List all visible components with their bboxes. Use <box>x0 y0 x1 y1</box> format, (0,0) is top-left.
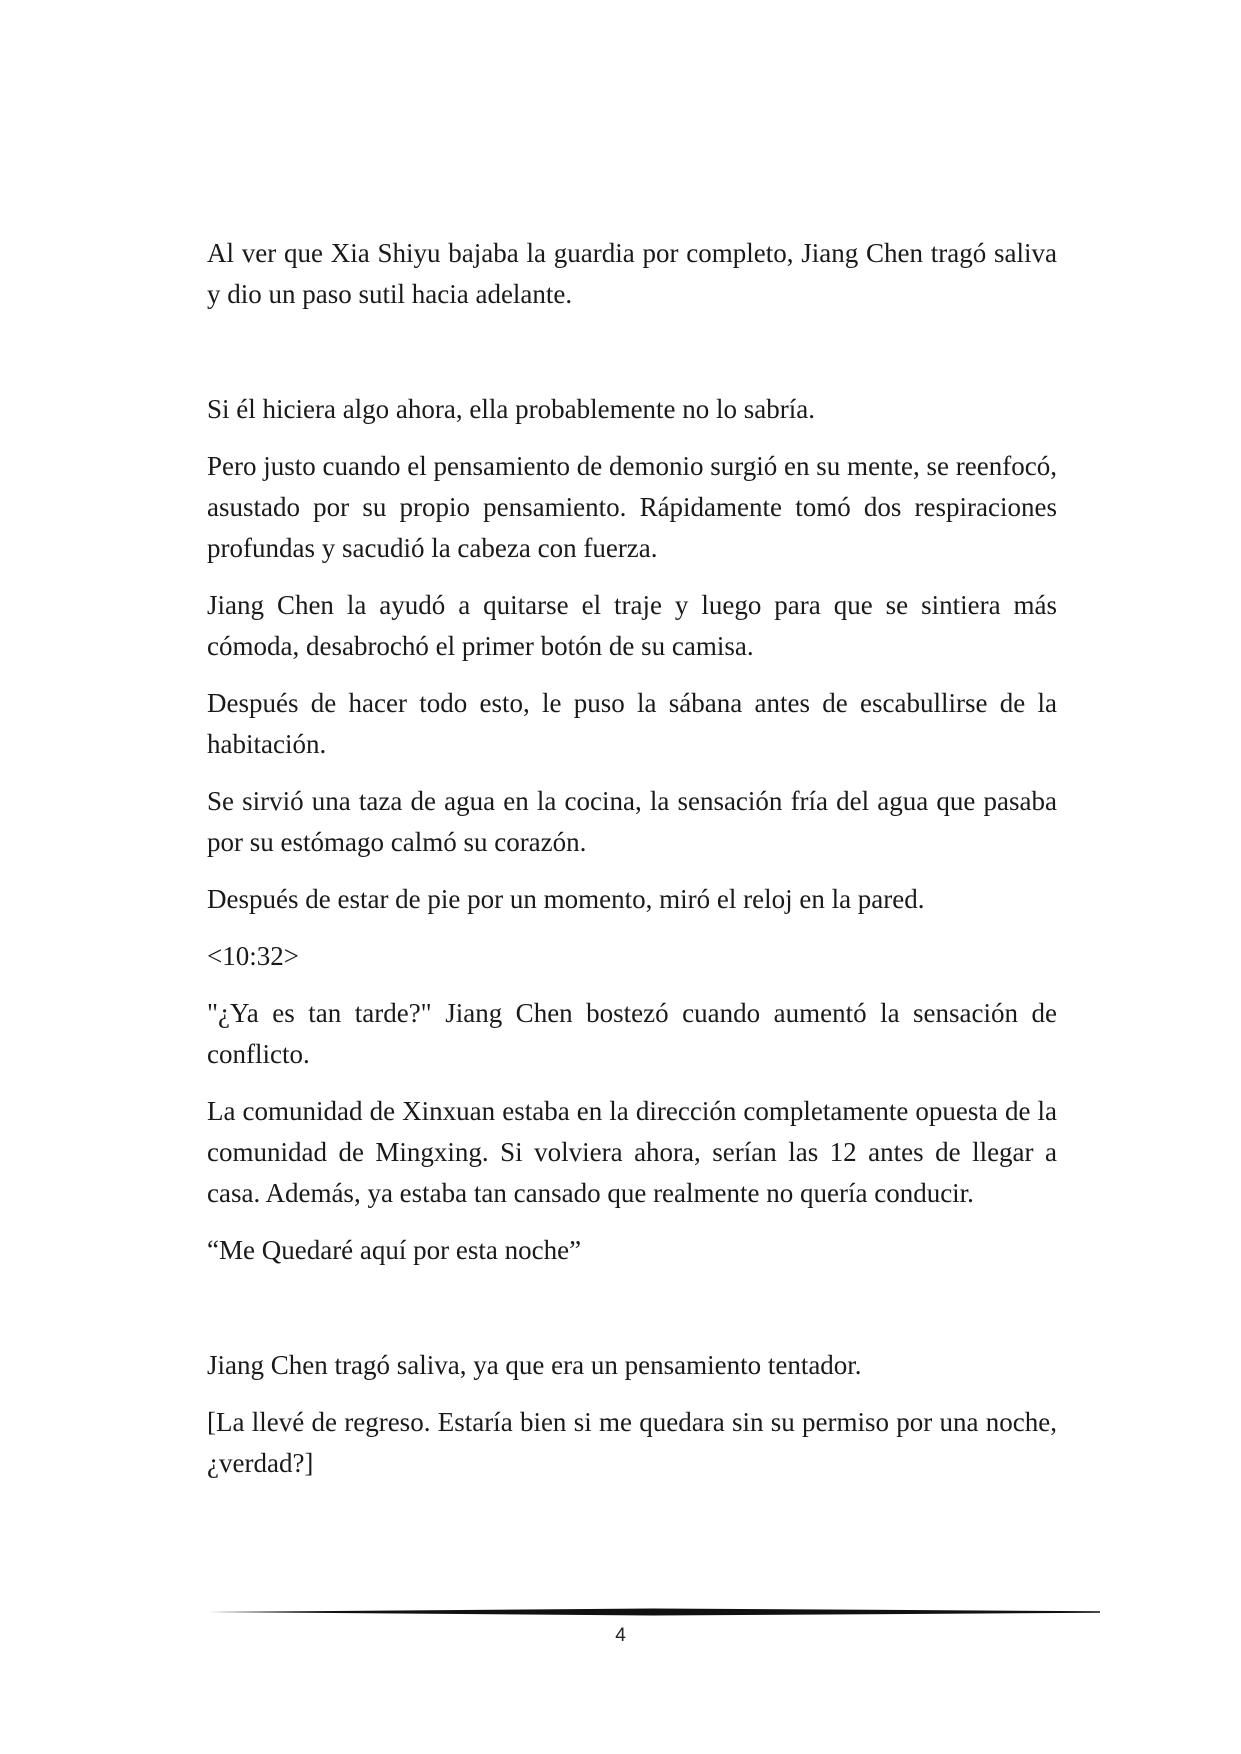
time-line: <10:32> <box>207 941 299 971</box>
paragraph: "¿Ya es tan tarde?" Jiang Chen bostezó cuando aumentó la sensación de conflicto. <box>207 998 1057 1069</box>
paragraph: Después de hacer todo esto, le puso la sábana antes de escabullirse de la habitación. <box>207 688 1057 759</box>
page-body <box>207 233 1057 1500</box>
paragraph: [La llevé de regreso. Estaría bien si me quedara sin su permiso por una noche, ¿verdad?] <box>207 1407 1057 1478</box>
paragraph: Jiang Chen la ayudó a quitarse el traje y luego para que se sintiera más cómoda, desabrochó el primer botón de su camisa. <box>207 590 1057 661</box>
paragraph: Se sirvió una taza de agua en la cocina, la sensación fría del agua que pasaba por su estómago calmó su corazón. <box>207 786 1057 857</box>
paragraph: La comunidad de Xinxuan estaba en la dirección completamente opuesta de la comunidad de Mingxing. Si volviera ahora, serían las 12 antes de llegar a casa. Además, ya estaba tan cansado que realmente no quería conducir. <box>207 1096 1057 1208</box>
paragraph: Pero justo cuando el pensamiento de demonio surgió en su mente, se reenfocó, asustado por su propio pensamiento. Rápidamente tomó dos respiraciones profundas y sacudió la cabeza con fuerza. <box>207 451 1057 563</box>
paragraph: Si él hiciera algo ahora, ella probablemente no lo sabría. <box>207 394 816 424</box>
paragraph: Después de estar de pie por un momento, miró el reloj en la pared. <box>207 884 925 914</box>
dialogue-line: “Me Quedaré aquí por esta noche” <box>207 1235 582 1265</box>
footer-divider <box>207 1608 1100 1616</box>
paragraph: Jiang Chen tragó saliva, ya que era un pensamiento tentador. <box>207 1350 862 1380</box>
page-number: 4 <box>615 1625 626 1646</box>
paragraph: Al ver que Xia Shiyu bajaba la guardia por completo, Jiang Chen tragó saliva y dio un paso sutil hacia adelante. <box>207 238 1057 309</box>
